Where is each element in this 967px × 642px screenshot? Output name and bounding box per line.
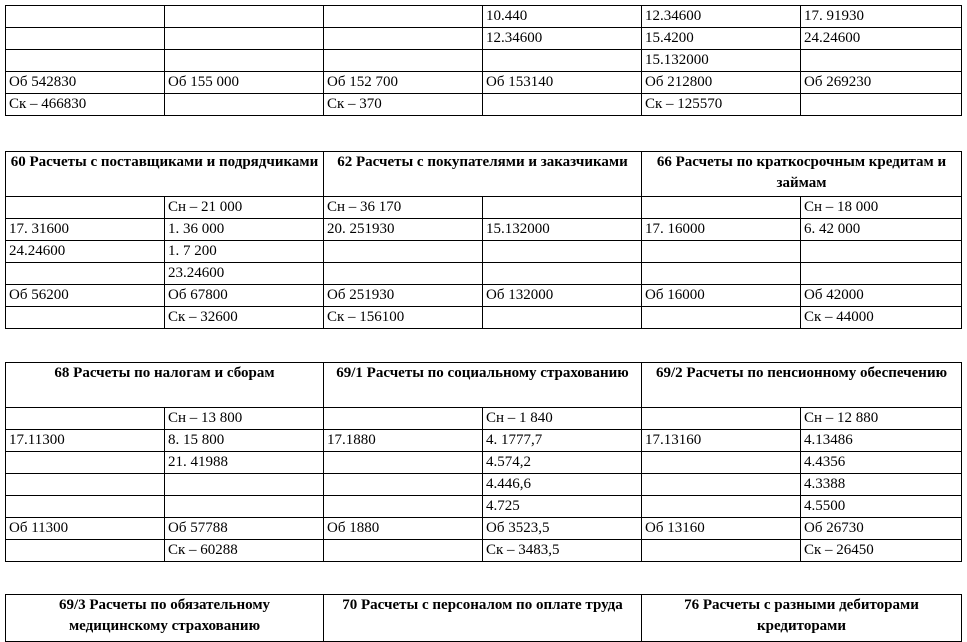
- table-row: [6, 241, 962, 263]
- debit-cell: [6, 28, 165, 50]
- table-row: [6, 28, 962, 50]
- debit-cell: 15.132000: [642, 50, 801, 72]
- credit-cell: 4.446,6: [483, 474, 642, 496]
- account-title: 60 Расчеты с поставщиками и подрядчиками: [6, 152, 324, 197]
- credit-cell: Об 269230: [801, 72, 962, 94]
- credit-cell: 4.13486: [801, 430, 962, 452]
- credit-cell: 21. 41988: [165, 452, 324, 474]
- debit-cell: 17. 31600: [6, 219, 165, 241]
- debit-cell: [642, 263, 801, 285]
- debit-cell: [642, 241, 801, 263]
- credit-cell: [483, 50, 642, 72]
- credit-cell: [483, 307, 642, 329]
- debit-cell: 17.1880: [324, 430, 483, 452]
- debit-cell: [6, 197, 165, 219]
- debit-cell: [6, 263, 165, 285]
- debit-cell: [642, 408, 801, 430]
- table-row: [6, 50, 962, 72]
- debit-cell: [324, 496, 483, 518]
- credit-cell: 23.24600: [165, 263, 324, 285]
- credit-cell: [165, 50, 324, 72]
- debit-cell: Об 152 700: [324, 72, 483, 94]
- debit-cell: [324, 50, 483, 72]
- credit-cell: [165, 94, 324, 116]
- credit-cell: [165, 6, 324, 28]
- debit-cell: 20. 251930: [324, 219, 483, 241]
- credit-cell: [801, 263, 962, 285]
- credit-cell: [165, 474, 324, 496]
- debit-cell: Ск – 370: [324, 94, 483, 116]
- table-row: [6, 6, 962, 28]
- debit-cell: [324, 408, 483, 430]
- credit-cell: 10.440: [483, 6, 642, 28]
- debit-cell: [6, 50, 165, 72]
- debit-cell: Об 212800: [642, 72, 801, 94]
- credit-cell: 17. 91930: [801, 6, 962, 28]
- debit-cell: [642, 197, 801, 219]
- credit-cell: 4. 1777,7: [483, 430, 642, 452]
- credit-cell: 1. 7 200: [165, 241, 324, 263]
- credit-cell: 4.4356: [801, 452, 962, 474]
- credit-cell: [165, 28, 324, 50]
- credit-cell: Ск – 32600: [165, 307, 324, 329]
- account-header-row: [6, 595, 962, 642]
- credit-cell: Об 155 000: [165, 72, 324, 94]
- debit-cell: Об 1880: [324, 518, 483, 540]
- ledger-table-top-continuation: [5, 5, 962, 116]
- account-header-row: [6, 363, 962, 408]
- debit-cell: [6, 540, 165, 562]
- table-row: [6, 452, 962, 474]
- credit-cell: Об 26730: [801, 518, 962, 540]
- debit-cell: [324, 241, 483, 263]
- debit-cell: [324, 540, 483, 562]
- credit-cell: Об 132000: [483, 285, 642, 307]
- credit-cell: [483, 263, 642, 285]
- credit-cell: 4.574,2: [483, 452, 642, 474]
- debit-cell: Об 251930: [324, 285, 483, 307]
- account-title: 66 Расчеты по краткосрочным кредитам и займам: [642, 152, 962, 197]
- debit-cell: [324, 28, 483, 50]
- credit-cell: 1. 36 000: [165, 219, 324, 241]
- table-row: [6, 219, 962, 241]
- account-title: 69/3 Расчеты по обязательному медицинскому страхованию: [6, 595, 324, 642]
- debit-cell: [324, 474, 483, 496]
- credit-cell: 12.34600: [483, 28, 642, 50]
- credit-cell: [801, 50, 962, 72]
- table-row: [6, 430, 962, 452]
- table-row: [6, 94, 962, 116]
- debit-cell: [642, 474, 801, 496]
- debit-cell: Об 56200: [6, 285, 165, 307]
- table-row: [6, 496, 962, 518]
- debit-cell: Об 13160: [642, 518, 801, 540]
- debit-cell: 15.4200: [642, 28, 801, 50]
- debit-cell: 12.34600: [642, 6, 801, 28]
- table-row: [6, 540, 962, 562]
- debit-cell: [6, 496, 165, 518]
- debit-cell: [642, 496, 801, 518]
- debit-cell: 17. 16000: [642, 219, 801, 241]
- credit-cell: Ск – 3483,5: [483, 540, 642, 562]
- table-row: [6, 285, 962, 307]
- table-row: [6, 197, 962, 219]
- debit-cell: 17.13160: [642, 430, 801, 452]
- ledger-table-69-3-70-76: [5, 594, 962, 642]
- debit-cell: Об 542830: [6, 72, 165, 94]
- credit-cell: [801, 94, 962, 116]
- debit-cell: 17.11300: [6, 430, 165, 452]
- credit-cell: [483, 94, 642, 116]
- debit-cell: [324, 452, 483, 474]
- credit-cell: [483, 241, 642, 263]
- account-title: 68 Расчеты по налогам и сборам: [6, 363, 324, 408]
- account-title: 69/1 Расчеты по социальному страхованию: [324, 363, 642, 408]
- debit-cell: [324, 6, 483, 28]
- debit-cell: [6, 6, 165, 28]
- credit-cell: Об 3523,5: [483, 518, 642, 540]
- debit-cell: 24.24600: [6, 241, 165, 263]
- credit-cell: [801, 241, 962, 263]
- ledger-table-68-69: [5, 362, 962, 562]
- table-row: [6, 72, 962, 94]
- debit-cell: [6, 452, 165, 474]
- credit-cell: Об 153140: [483, 72, 642, 94]
- credit-cell: Сн – 21 000: [165, 197, 324, 219]
- table-row: [6, 408, 962, 430]
- debit-cell: [6, 408, 165, 430]
- credit-cell: Сн – 12 880: [801, 408, 962, 430]
- account-header-row: [6, 152, 962, 197]
- credit-cell: 4.725: [483, 496, 642, 518]
- credit-cell: 4.5500: [801, 496, 962, 518]
- credit-cell: Об 42000: [801, 285, 962, 307]
- credit-cell: 15.132000: [483, 219, 642, 241]
- ledger-table-60-62-66: [5, 151, 962, 329]
- credit-cell: Сн – 1 840: [483, 408, 642, 430]
- credit-cell: [483, 197, 642, 219]
- debit-cell: [642, 540, 801, 562]
- debit-cell: [324, 263, 483, 285]
- debit-cell: [642, 452, 801, 474]
- credit-cell: Ск – 44000: [801, 307, 962, 329]
- table-row: [6, 307, 962, 329]
- debit-cell: [642, 307, 801, 329]
- credit-cell: Ск – 26450: [801, 540, 962, 562]
- debit-cell: Ск – 125570: [642, 94, 801, 116]
- credit-cell: Об 57788: [165, 518, 324, 540]
- debit-cell: [6, 474, 165, 496]
- account-title: 69/2 Расчеты по пенсионному обеспечению: [642, 363, 962, 408]
- table-row: [6, 518, 962, 540]
- credit-cell: 6. 42 000: [801, 219, 962, 241]
- debit-cell: Ск – 156100: [324, 307, 483, 329]
- credit-cell: Об 67800: [165, 285, 324, 307]
- credit-cell: 8. 15 800: [165, 430, 324, 452]
- credit-cell: [165, 496, 324, 518]
- debit-cell: [6, 307, 165, 329]
- credit-cell: Сн – 18 000: [801, 197, 962, 219]
- debit-cell: Сн – 36 170: [324, 197, 483, 219]
- table-row: [6, 474, 962, 496]
- account-title: 76 Расчеты с разными дебиторами кредиторами: [642, 595, 962, 642]
- credit-cell: Ск – 60288: [165, 540, 324, 562]
- credit-cell: Сн – 13 800: [165, 408, 324, 430]
- account-title: 62 Расчеты с покупателями и заказчиками: [324, 152, 642, 197]
- debit-cell: Об 11300: [6, 518, 165, 540]
- debit-cell: Об 16000: [642, 285, 801, 307]
- credit-cell: 24.24600: [801, 28, 962, 50]
- credit-cell: 4.3388: [801, 474, 962, 496]
- debit-cell: Ск – 466830: [6, 94, 165, 116]
- account-title: 70 Расчеты с персоналом по оплате труда: [324, 595, 642, 642]
- table-row: [6, 263, 962, 285]
